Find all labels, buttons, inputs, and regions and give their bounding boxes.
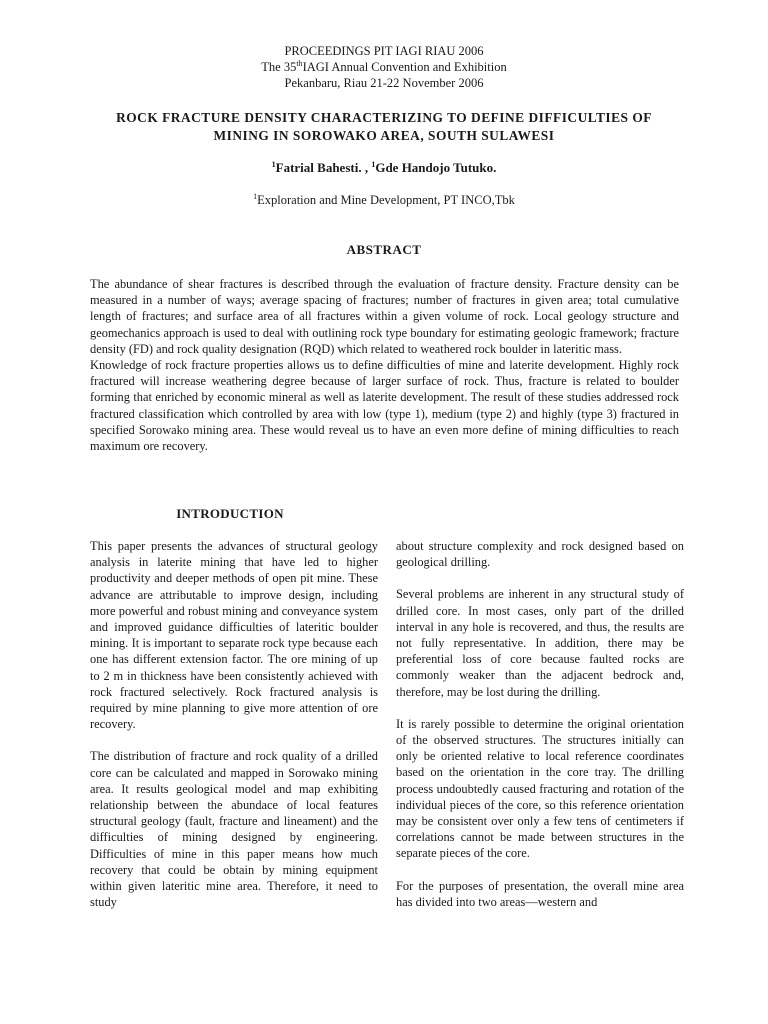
title-line-2: MINING IN SOROWAKO AREA, SOUTH SULAWESI	[213, 128, 555, 143]
left-column	[90, 538, 378, 926]
intro-right-paragraph-3: It is rarely possible to determine the original orientation of the observed structures. The structures initially can only be oriented relative to local reference coordinates based on the orientation in the core tray. The drilling process undoubtedly caused fracturing and rotation of the individual pieces of the core, so this reference orientation may be consistent over only a few tens of centimeters if correlations cannot be made between structures in the separate pieces of the core.	[396, 716, 684, 861]
intro-left-paragraph-1: This paper presents the advances of structural geology analysis in laterite mining that have led to higher productivity and deeper methods of open pit mine. These advance are attributable to improve design, including more powerful and robust mining and conveyance system and improved guidance difficulties of lateritic boulder mining. It is important to separate rock type because each one has different extension factor. The ore mining of up to 2 m in thickness have been consistently achieved with rock fractured selectively. Rock fractured analysis is required by mine planning to give more attention of ore recovery.	[90, 539, 378, 732]
abstract-paragraph-1: The abundance of shear fractures is described through the evaluation of fracture density. Fracture density can be measured in a number of ways; average spacing of fractures; number of fractures in given area; total cumulative length of fractures; and surface area of all fractures within a given volume of rock. Local geology structure and geomechanics approach is used to deal with outlining rock type boundary for estimating geologic framework; fracture density (FD) and rock quality designation (RQD) which related to weathered rock boulder in lateritic mass.	[90, 277, 679, 356]
convention-prefix: The 35	[261, 60, 297, 74]
title-line-1: ROCK FRACTURE DENSITY CHARACTERIZING TO DEFINE DIFFICULTIES OF	[116, 110, 652, 125]
abstract-paragraph-2: Knowledge of rock fracture properties allows us to define difficulties of mine and laterite development. Highly rock fractured will increase weathering degree because of larger surface of rock. Thus, fracture is related to boulder forming that enriched by economic mineral as well as laterite development. The result of these studies addressed rock fractured classification which controlled by area with low (type 1), medium (type 2) and highly (type 3) fractured in specified Sorowako mining area. These would reveal us to have an even more define of mining difficulties to reach maximum ore recovery.	[90, 358, 679, 454]
convention-name: IAGI Annual Convention and Exhibition	[302, 60, 507, 74]
author1-affil-mark: 1	[271, 160, 276, 169]
proceedings-header: PROCEEDINGS PIT IAGI RIAU 2006	[284, 44, 484, 58]
intro-left-paragraph-2: The distribution of fracture and rock quality of a drilled core can be calculated and mapped in Sorowako mining area. It results geological model and map exhibiting relationship between the abundace of local features structural geology (fault, fracture and lineament) and the difficulties of mining designed by engineering. Difficulties of mine in this paper means how much recovery that could be obtain by mining equipment within given lateritic mine area. Therefore, it need to study	[90, 749, 378, 910]
authors	[0, 160, 768, 176]
abstract-body	[90, 276, 679, 454]
author2-affil-mark: 1	[371, 160, 376, 169]
ordinal-suffix: th	[296, 59, 303, 68]
paper-title	[60, 109, 708, 145]
affiliation-mark: 1	[253, 192, 258, 201]
introduction-heading: INTRODUCTION	[176, 506, 284, 521]
affiliation-text: Exploration and Mine Development, PT INCO,Tbk	[257, 193, 515, 207]
author-1: Fatrial Bahesti. ,	[275, 160, 372, 175]
author-2: Gde Handojo Tutuko.	[375, 160, 497, 175]
intro-right-paragraph-1: about structure complexity and rock designed based on geological drilling.	[396, 539, 684, 570]
intro-right-paragraph-4: For the purposes of presentation, the overall mine area has divided into two areas—western and	[396, 878, 684, 909]
right-column	[396, 538, 684, 926]
venue-date-line: Pekanbaru, Riau 21-22 November 2006	[284, 76, 484, 90]
affiliation	[0, 193, 768, 208]
abstract-heading: ABSTRACT	[346, 242, 422, 257]
intro-right-paragraph-2: Several problems are inherent in any structural study of drilled core. In most cases, only part of the drilled interval in any hole is recovered, and thus, the results are not fully representative. In addition, there may be preferential loss of core because faulted rocks are commonly weaker than the adjacent bedrock and, therefore, may be lost during the drilling.	[396, 587, 684, 699]
convention-line	[0, 60, 768, 76]
